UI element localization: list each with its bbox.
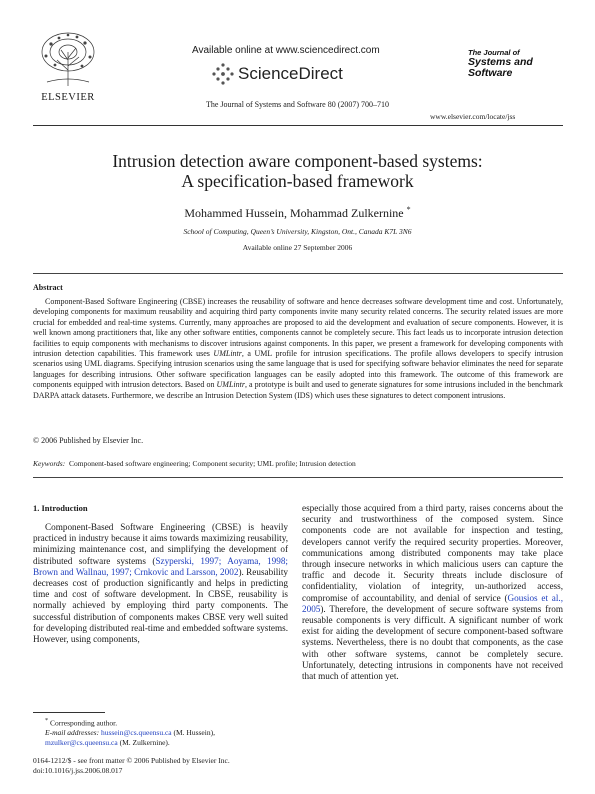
authors-text: Mohammed Hussein, Mohammad Zulkernine [184, 206, 404, 220]
journal-citation: The Journal of Systems and Software 80 (2007) 700–710 [205, 100, 390, 109]
abstract-heading: Abstract [33, 283, 63, 292]
journal-logo [468, 48, 558, 79]
footnote-divider [33, 712, 105, 713]
section-heading: 1. Introduction [33, 503, 88, 513]
affiliation: School of Computing, Queen’s University, Kingston, Ont., Canada K7L 3N6 [183, 227, 412, 236]
corresponding-text: Corresponding author. [50, 718, 118, 728]
abstract-body [33, 297, 563, 401]
keywords-list: Component-based software engineering; Component security; UML profile; Intrusion detection [68, 459, 356, 468]
author-list [0, 205, 595, 221]
available-online-date: Available online 27 September 2006 [242, 243, 353, 252]
keywords [33, 459, 356, 468]
email-label: E-mail addresses: [45, 728, 100, 737]
journal-logo-line2: Software [468, 67, 513, 79]
sd-available-text: Available online at www.sciencedirect.com [192, 45, 380, 56]
left-text-a: Component-Based Software Engineering (CBSE) is heavily practiced in industry because it aims towards maximizing reusability, minimizing maintenance cost, and simplifying the development of distributed software systems ( [33, 522, 288, 566]
abstract-text-c: , a prototype is built and used to generate signatures for some intrusions included in the benchmark DARPA attack datasets. Furthermore, we describe an Intrusion Detection System (IDS) which uses these signatures to detect component intrusions. [33, 380, 563, 400]
umlintr-term: UMLintr [216, 380, 245, 390]
sciencedirect-name: ScienceDirect [238, 64, 343, 83]
keywords-label: Keywords: [33, 459, 66, 468]
header-divider [33, 125, 563, 126]
abstract-text-b: , a UML profile for intrusion specifications. The profile allows developers to specify intrusion scenarios using UML diagrams. Specifying intrusion scenarios using the same language that is used for specifying software behavior eliminates the need for separate languages for describing intrusions. Other software specification languages can be easily adopted into this framework. The outcome of this framework are components equipped with intrusion detectors. Based on [33, 349, 563, 390]
left-text-b: ). Reusability decreases cost of production significantly and helps in predicting time and cost of software development. In CBSE, reusability is normally achieved by employing third party components. The successful distribution of components makes CBSE very well suited for developing distributed real-time and embedded software systems. However, using components, [33, 566, 289, 645]
footnotes [33, 716, 288, 747]
doi-line[interactable]: doi:10.1016/j.jss.2006.08.017 [33, 765, 123, 775]
journal-url[interactable]: www.elsevier.com/locate/jss [430, 112, 516, 121]
front-matter-line: 0164-1212/$ - see front matter © 2006 Published by Elsevier Inc. [33, 756, 230, 765]
footnote-mark: * [45, 717, 49, 724]
abstract-divider-top [33, 273, 563, 274]
email-link-2[interactable]: mzulker@cs.queensu.ca [45, 737, 118, 747]
right-text-b: ). Therefore, the development of secure software systems from reusable components is very difficult. A significant number of work exist for aiding the development of secure component-based software systems. Nevertheless, there is no doubt that components, as the case with other software systems, cannot be completely secure. Unfortunately, detecting intrusions in components have not received that much of attention yet. [302, 603, 563, 682]
umlintr-term: UMLintr [213, 349, 242, 359]
email-name-2: (M. Zulkernine). [119, 737, 170, 747]
abstract-text-a: Component-Based Software Engineering (CBSE) increases the reusability of software and hence decreases software development time and cost. Unfortunately, developing components for maximum reusability and acquiring third party components invite many security related concerns. The security related issues are more crucial for embedded and real-time systems. Currently, many approaches are proposed to aid the development and evaluation of secure components. However, it is well known among practitioners that, like any other software entities, components cannot be completely secure. This fact leads us to incorporate intrusion detection facilities to equip components with mechanisms to discover intrusions against components. In this paper, we present a framework for developing components with intrusion detection capabilities. This framework uses [33, 297, 563, 359]
citation-link[interactable]: Gousios et al., 2005 [302, 592, 563, 614]
title-line-1: Intrusion detection aware component-based systems: [112, 151, 483, 171]
front-matter [33, 756, 230, 775]
footnote-emails [33, 728, 288, 747]
right-text-a: especially those acquired from a third party, raises concerns about the security and trustworthiness of the composed system. Since components code are not available for inspection and testing, developers cannot verify the required security properties. Moreover, communications among distributed components may take place through insecure networks in which malicious users can capture the traffic and decode it. Security threats include disclosure of confidentiality, violation of integrity, un-authorized access, compromise of accountability, and denial of service ( [302, 503, 563, 603]
email-link-1[interactable]: hussein@cs.queensu.ca [100, 728, 172, 737]
sciencedirect-dots-icon [210, 62, 236, 86]
footnote-corresponding [33, 716, 288, 728]
left-column [33, 522, 288, 645]
elsevier-logo [33, 30, 103, 102]
journal-logo-small: The Journal of [468, 48, 520, 57]
elsevier-tree-icon [37, 30, 99, 88]
journal-logo-line1: Systems and [468, 56, 533, 68]
abstract-copyright: © 2006 Published by Elsevier Inc. [33, 436, 144, 445]
sciencedirect-logo [210, 62, 370, 88]
title-line-2: A specification-based framework [181, 171, 414, 191]
right-column [302, 503, 563, 682]
email-name-1: (M. Hussein), [173, 728, 215, 737]
publisher-name: ELSEVIER [41, 92, 95, 103]
author-footnote-mark[interactable]: * [406, 205, 411, 214]
abstract-divider-bottom [33, 477, 563, 478]
article-title [0, 151, 595, 191]
citation-link[interactable]: Szyperski, 1997; Aoyama, 1998; Brown and Wallnau, 1997; Crnkovic and Larsson, 2002 [33, 555, 288, 577]
